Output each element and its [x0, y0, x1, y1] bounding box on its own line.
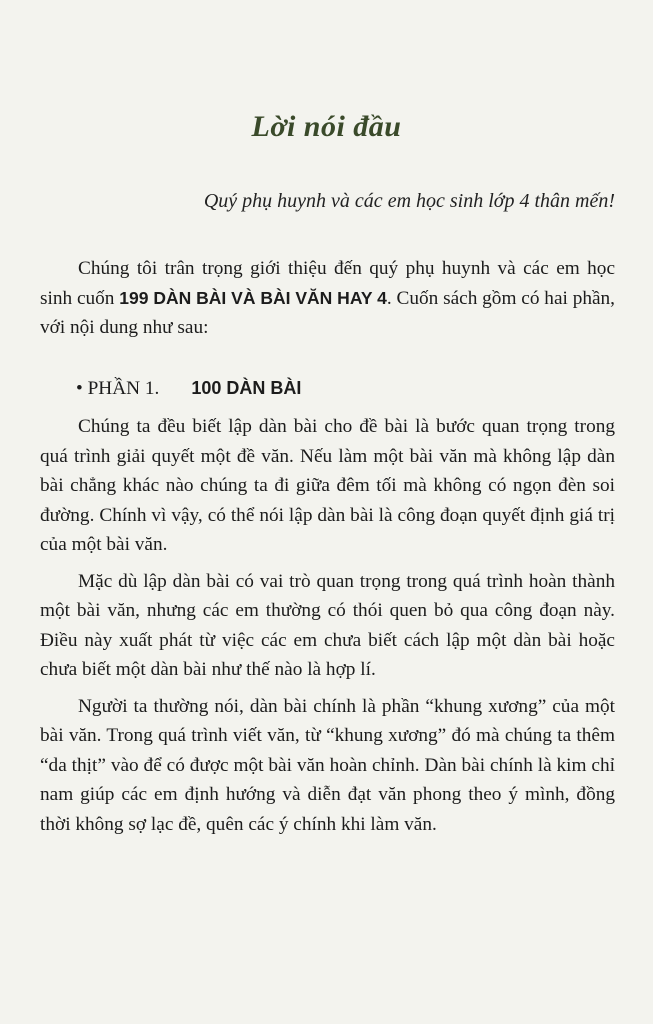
page-title: Lời nói đầu	[251, 110, 402, 143]
section-bullet-label: • PHẦN 1.	[76, 378, 160, 399]
intro-text-after: . Cuốn sách gồm có hai phần, với nội dung như sau:	[40, 287, 615, 338]
intro-section	[40, 254, 615, 343]
section-paragraph: Mặc dù lập dàn bài có vai trò quan trọng trong quá trình hoàn thành một bài văn, nhưng các em thường có thói quen bỏ qua công đoạn này. Điều này xuất phát từ việc các em chưa biết cách lập một dàn bài hoặc chưa biết một dàn bài như thế nào là hợp lí.	[40, 570, 615, 680]
section-paragraph: Người ta thường nói, dàn bài chính là phần “khung xương” của một bài văn. Trong quá trình viết văn, từ “khung xương” đó mà chúng ta thêm “da thịt” vào để có được một bài văn hoàn chỉnh. Dàn bài chính là kim chỉ nam giúp các em định hướng và diễn đạt văn phong theo ý mình, đồng thời không sợ lạc đề, quên các ý chính khi làm văn.	[40, 695, 615, 835]
book-title: 199 DÀN BÀI VÀ BÀI VĂN HAY 4	[119, 287, 387, 308]
intro-paragraph	[40, 254, 615, 343]
section-body	[40, 412, 615, 846]
intro-text-before: Chúng tôi trân trọng giới thiệu đến quý phụ huynh và các em học sinh cuốn	[40, 258, 615, 309]
greeting-line: Quý phụ huynh và các em học sinh lớp 4 thân mến!	[203, 190, 615, 212]
section-heading-title: 100 DÀN BÀI	[191, 378, 302, 398]
section-heading	[76, 378, 301, 400]
section-paragraph: Chúng ta đều biết lập dàn bài cho đề bài là bước quan trọng trong quá trình giải quyết một đề văn. Nếu làm một bài văn mà không lập dàn bài chẳng khác nào chúng ta đi giữa đêm tối mà không có ngọn đèn soi đường. Chính vì vậy, có thể nói lập dàn bài là công đoạn quyết định giá trị của một bài văn.	[40, 416, 615, 555]
